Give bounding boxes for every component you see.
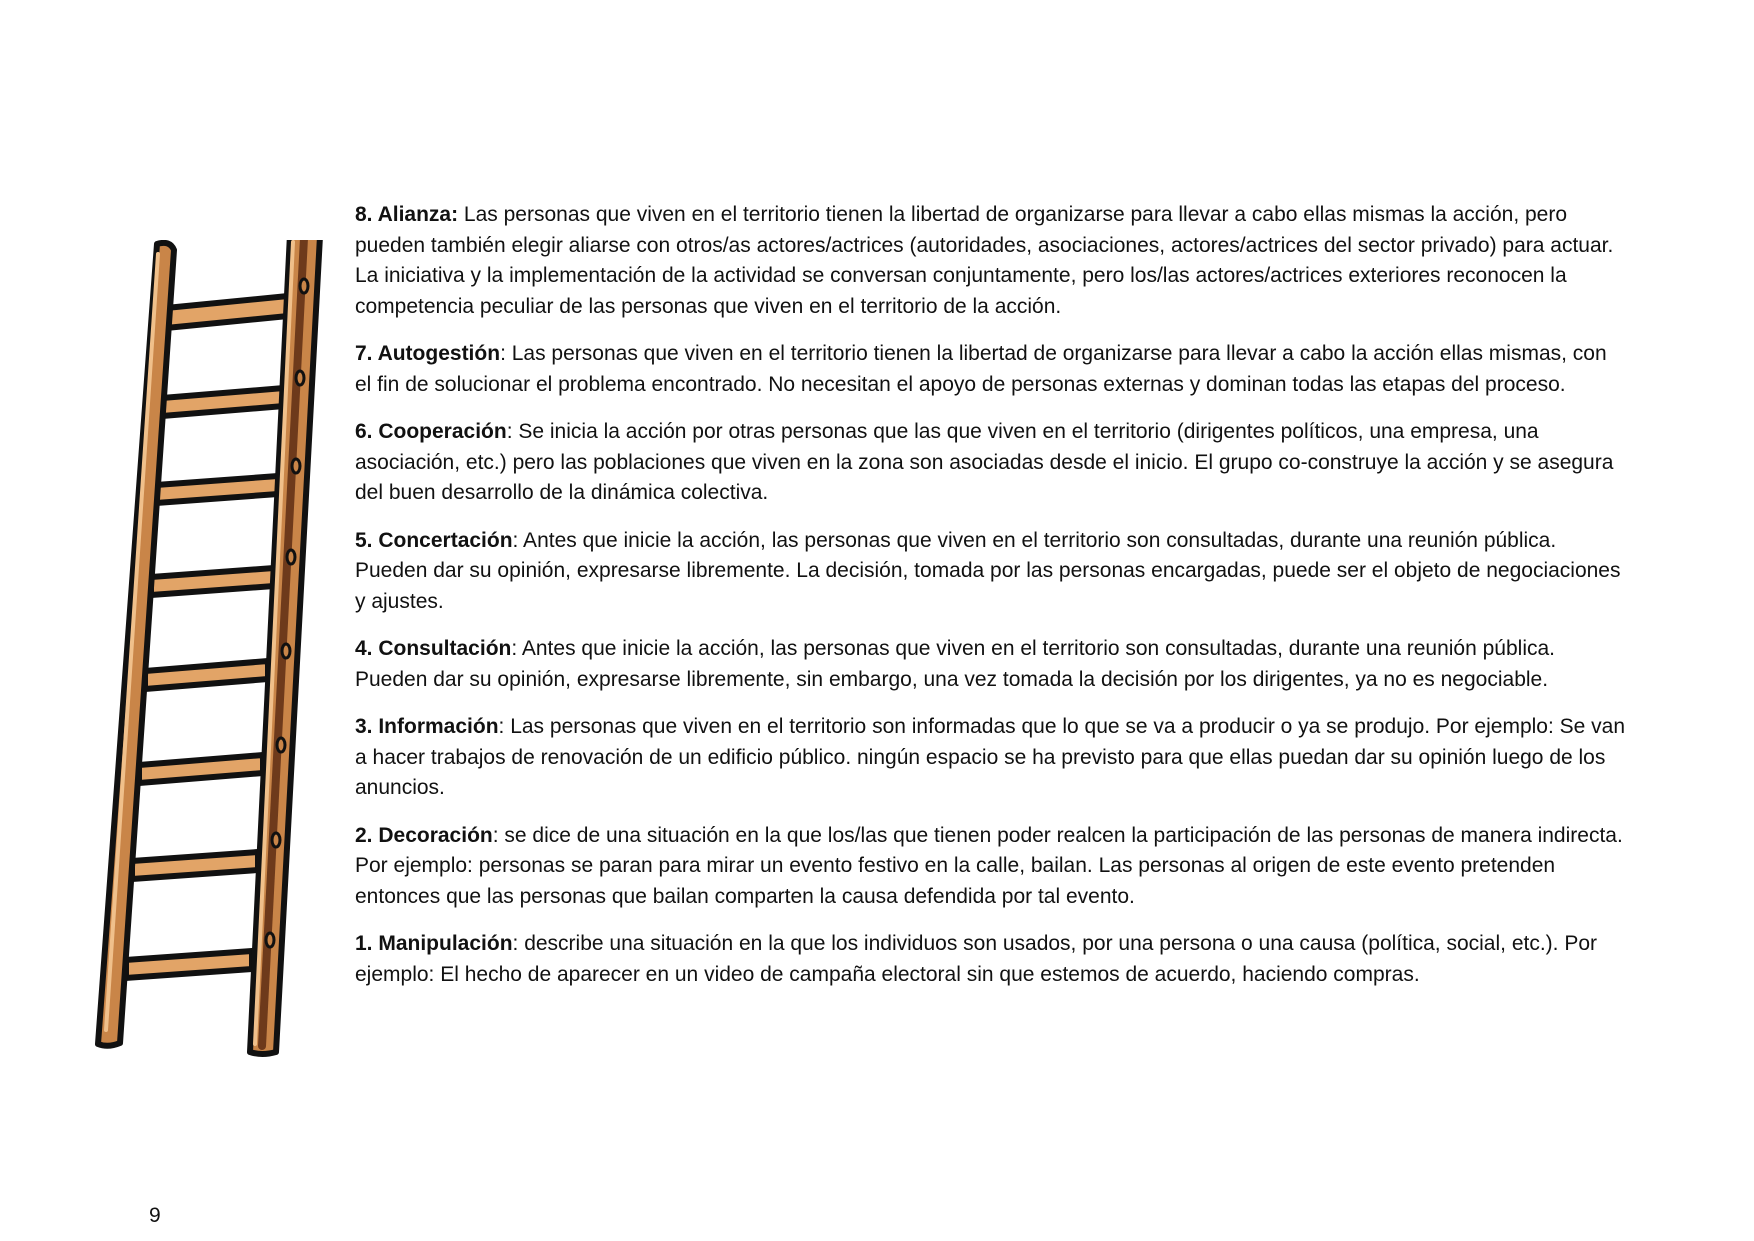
level-title: 5. Concertación [355,528,513,552]
ladder-rung [162,388,284,416]
ladder-rung [151,568,274,595]
level-description: : Se inicia la acción por otras personas que las que viven en el territorio (dirigentes políticos, una empresa, una asociación, etc.) pero las poblaciones que viven en la zona son asociadas desde el inicio. El grupo co-construye la acción y se asegura del buen desarrollo de la dinámica colectiva. [355,420,1614,504]
ladder-left-rail [98,243,174,1046]
level-title: 4. Consultación [355,637,512,660]
level-1-manipulacion [355,929,1625,990]
level-title: 6. Cooperación [355,420,507,443]
level-title: 7. Autogestión [355,342,501,365]
level-title: 8. Alianza: [355,203,459,226]
participation-levels-list [355,200,1625,1007]
level-5-concertacion [355,526,1625,618]
level-description: : describe una situación en la que los individuos son usados, por una persona o una causa (política, social, etc.). Por ejemplo: El hecho de aparecer en un video de campaña electoral sin que estemos de acuerdo, haciendo compras. [355,932,1598,986]
level-7-autogestion [355,339,1625,400]
ladder-rung [156,476,278,503]
level-6-cooperacion [355,417,1625,509]
page-number: 9 [149,1204,161,1227]
level-description: : se dice de una situación en la que los/las que tienen poder realcen la participación de las personas de manera indirecta. Por ejemplo: personas se paran para mirar un evento festivo en la calle, bailan. Las personas al origen de este evento pretenden entonces que las personas que bailan comparten la causa defendida por tal evento. [355,823,1623,908]
ladder-illustration [92,240,332,1060]
ladder-rung [132,852,258,879]
ladder-rung [166,296,288,328]
level-description: : Las personas que viven en el territorio tienen la libertad de organizarse para llevar a cabo la acción ellas mismas, con el fin de solucionar el problema encontrado. No necesitan el apoyo de personas externas y dominan todas las etapas del proceso. [355,342,1607,396]
ladder-rung [145,661,268,689]
ladder-rung [126,951,252,978]
ladder-rung [139,755,263,783]
level-title: 2. Decoración [355,823,493,847]
level-description: : Las personas que viven en el territorio son informadas que lo que se va a producir o ya se produjo. Por ejemplo: Se van a hacer trabajos de renovación de un edificio público. ningún espacio se ha previsto para que ellas puedan dar su opinión luego de los anuncios. [355,715,1626,799]
level-description: Las personas que viven en el territorio tienen la libertad de organizarse para llevar a cabo ellas mismas la acción, pero pueden también elegir aliarse con otros/as actores/actrices (autoridades, asociaciones, actores/actrices del sector privado) para actuar. La iniciativa y la implementación de la actividad se conversan conjuntamente, pero los/las actores/actrices exteriores reconocen la competencia peculiar de las personas que viven en el territorio de la acción. [355,203,1614,318]
level-4-consultacion [355,634,1625,695]
level-title: 1. Manipulación [355,932,513,955]
level-description: : Antes que inicie la acción, las personas que viven en el territorio son consultadas, durante una reunión pública. Pueden dar su opinión, expresarse libremente, sin embargo, una vez tomada la decisión por los dirigentes, ya no es negociable. [355,637,1556,691]
level-3-informacion [355,712,1625,804]
level-title: 3. Información [355,715,499,738]
level-description: : Antes que inicie la acción, las personas que viven en el territorio son consultadas, durante una reunión pública. Pueden dar su opinión, expresarse libremente. La decisión, tomada por las personas encargadas, puede ser el objeto de negociaciones y ajustes. [355,528,1621,613]
level-2-decoracion [355,821,1625,913]
level-8-alianza [355,200,1625,322]
